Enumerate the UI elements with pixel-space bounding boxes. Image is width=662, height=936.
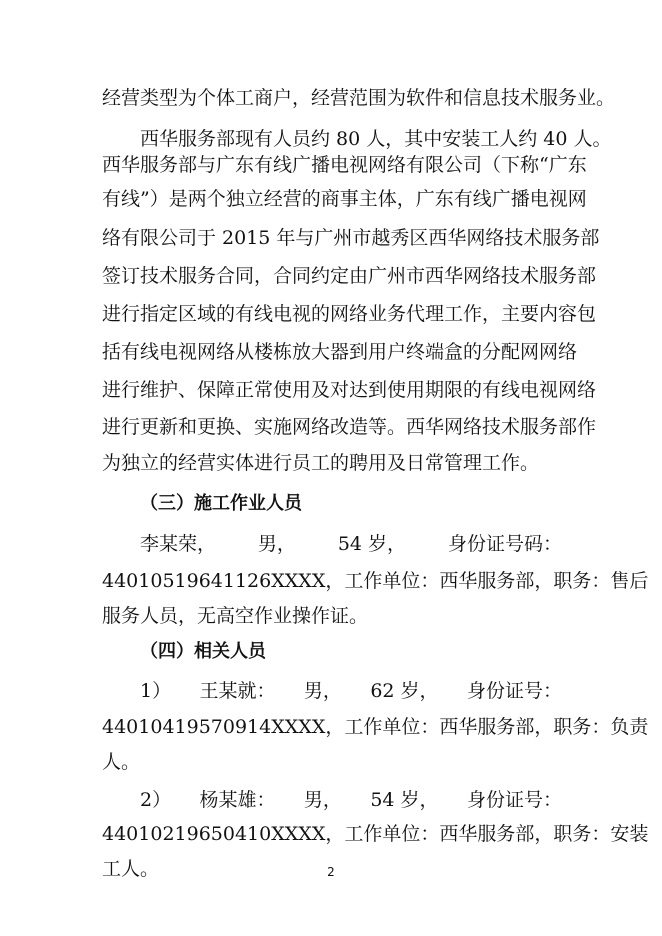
body-line: 进行更新和更换、实施网络改造等。西华网络技术服务部作 (102, 416, 597, 438)
text-token: 身份证号： (466, 680, 562, 702)
text-token: 男， (257, 533, 296, 555)
body-line: 络有限公司于 2015 年与广州市越秀区西华网络技术服务部 (102, 227, 600, 249)
text-token: 身份证号码： (447, 533, 562, 555)
text-token: 54 岁， (337, 533, 407, 555)
body-line: 西华服务部现有人员约 80 人，其中安装工人约 40 人。 (140, 128, 612, 150)
text-token: 54 岁， (370, 789, 439, 811)
text-token: 62 岁， (370, 680, 439, 702)
body-line: 进行维护、保障正常使用及对达到使用期限的有线电视网络 (102, 379, 597, 401)
text-token: 李某荣， (140, 533, 217, 555)
body-line: 工人。 (102, 858, 160, 880)
text-token: 2） (140, 789, 172, 811)
body-line: 西华服务部与广东有线广播电视网络有限公司（下称“广东 (102, 154, 587, 176)
person-line (140, 532, 562, 556)
text-token: 王某就： (199, 680, 276, 702)
body-line: 有线”）是两个独立经营的商事主体，广东有线广播电视网 (102, 188, 587, 210)
text-token: 身份证号： (466, 789, 562, 811)
body-line: 44010219650410XXXX，工作单位：西华服务部，职务：安装 (102, 823, 649, 845)
body-line: 括有线电视网络从楼栋放大器到用户终端盒的分配网网络 (102, 341, 578, 363)
section-heading: （三）施工作业人员 (140, 493, 302, 514)
body-line: 44010419570914XXXX，工作单位：西华服务部，职务：负责 (102, 716, 649, 738)
text-token: 杨某雄： (199, 789, 276, 811)
text-token: 1） (140, 680, 172, 702)
body-line: 经营类型为个体工商户，经营范围为软件和信息技术服务业。 (102, 87, 616, 109)
body-line: 进行指定区域的有线电视的网络业务代理工作，主要内容包 (102, 303, 597, 325)
text-token: 男， (303, 789, 342, 811)
person-line (140, 679, 562, 703)
person-line (140, 788, 562, 812)
text-token: 男， (303, 680, 342, 702)
body-line: 为独立的经营实体进行员工的聘用及日常管理工作。 (102, 452, 540, 474)
body-line: 服务人员，无高空作业操作证。 (102, 605, 369, 627)
body-line: 44010519641126XXXX，工作单位：西华服务部，职务：售后 (102, 570, 649, 592)
body-line: 人。 (102, 751, 141, 773)
section-heading: （四）相关人员 (140, 641, 266, 662)
page-number: 2 (327, 865, 335, 879)
body-line: 签订技术服务合同，合同约定由广州市西华网络技术服务部 (102, 265, 597, 287)
